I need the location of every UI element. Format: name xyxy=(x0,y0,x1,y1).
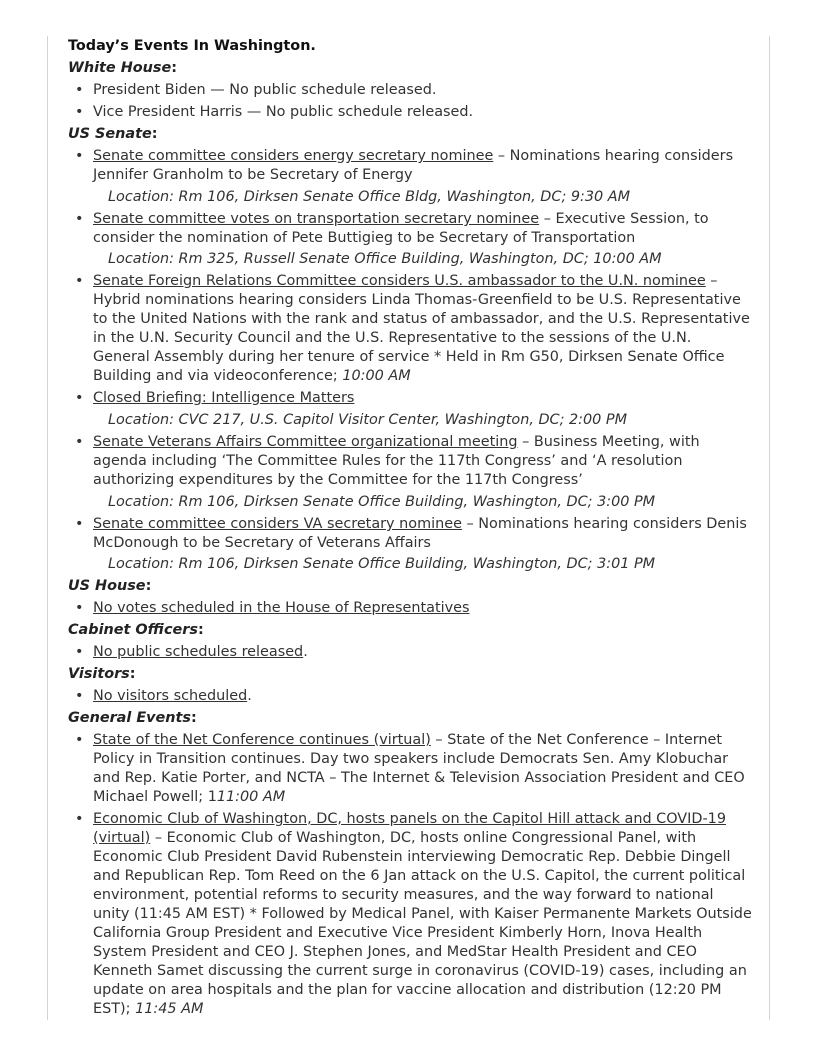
house-votes-link[interactable]: No votes scheduled in the House of Representatives xyxy=(93,600,470,616)
event-link[interactable]: Senate committee considers energy secretary nominee xyxy=(93,148,494,164)
event-link[interactable]: Senate committee considers VA secretary nominee xyxy=(93,516,462,532)
list-item: • President Biden — No public schedule released. xyxy=(93,81,752,100)
white-house-list xyxy=(68,81,752,122)
event-description: – State of the Net Conference – Internet Policy in Transition continues. Day two speakers include Democrats Sen. Amy Klobuchar and Rep. Katie Porter, and NCTA – The Internet & Television Association President and CEO Michael Powell; 1 xyxy=(93,732,745,805)
event-time: 11:45 AM xyxy=(135,1001,204,1017)
cabinet-schedules-link[interactable]: No public schedules released xyxy=(93,644,304,660)
event-description: – Business Meeting, with agenda including ‘The Committee Rules for the 117th Congress’ and ‘A resolution authorizing expenditures by the Committee for the 117th Congress’ xyxy=(93,434,700,488)
house-list xyxy=(68,599,752,618)
event-description: – Executive Session, to consider the nomination of Pete Buttigieg to be Secretary of Transportation xyxy=(93,211,709,246)
list-item xyxy=(93,731,752,807)
event-description: – Nominations hearing considers Denis McDonough to be Secretary of Veterans Affairs xyxy=(93,516,747,551)
list-item xyxy=(93,810,752,1019)
section-heading-visitors: Visitors: xyxy=(68,666,136,682)
list-item: • No visitors scheduled. xyxy=(93,687,752,706)
section-heading-us-senate: US Senate: xyxy=(68,126,158,142)
list-item xyxy=(93,210,752,269)
senate-list xyxy=(68,147,752,574)
events-document xyxy=(68,36,752,1022)
event-time: 10:00 AM xyxy=(342,368,411,384)
cabinet-list xyxy=(68,643,752,662)
list-item xyxy=(93,515,752,574)
event-link[interactable]: Senate Foreign Relations Committee considers U.S. ambassador to the U.N. nominee xyxy=(93,273,706,289)
event-location: Location: Rm 325, Russell Senate Office Building, Washington, DC; 10:00 AM xyxy=(108,251,662,267)
event-location: Location: Rm 106, Dirksen Senate Office Bldg, Washington, DC; 9:30 AM xyxy=(108,189,631,205)
list-item: • Vice President Harris — No public schedule released. xyxy=(93,103,752,122)
section-heading-general-events: General Events: xyxy=(68,710,197,726)
section-heading-white-house: White House: xyxy=(68,60,177,76)
event-time: 11:00 AM xyxy=(216,789,286,805)
event-description: – Economic Club of Washington, DC, hosts online Congressional Panel, with Economic Club President David Rubenstein interviewing Democratic Rep. Debbie Dingell and Republican Rep. Tom Reed on the 6 Jan attack on the U.S. Capitol, the current political environment, potential reforms to security measures, and the way forward to national unity (11:45 AM EST) * Followed by Medical Panel, with Kaiser Permanente Markets Outside California Group President and Executive Vice President Kimberly Horn, Inova Health System President and CEO J. Stephen Jones, and MedStar Health President and CEO Kenneth Samet discussing the current surge in coronavirus (COVID-19) cases, including an update on area hospitals and the plan for vaccine allocation and distribution (12:20 PM EST); xyxy=(93,830,752,1017)
list-item xyxy=(93,599,752,618)
event-location: Location: Rm 106, Dirksen Senate Office Building, Washington, DC; 3:01 PM xyxy=(108,556,656,572)
list-item: • No public schedules released. xyxy=(93,643,752,662)
section-heading-us-house: US House: xyxy=(68,578,152,594)
visitors-list xyxy=(68,687,752,706)
section-heading-cabinet: Cabinet Officers: xyxy=(68,622,204,638)
event-link[interactable]: State of the Net Conference continues (virtual) xyxy=(93,732,431,748)
event-link[interactable]: Economic Club of Washington, DC, hosts panels on the Capitol Hill attack and COVID-19 (virtual) xyxy=(93,811,726,846)
general-events-list xyxy=(68,731,752,1019)
page-title: Today’s Events In Washington. xyxy=(68,38,316,54)
visitors-link[interactable]: No visitors scheduled xyxy=(93,688,248,704)
event-link[interactable]: Senate Veterans Affairs Committee organizational meeting xyxy=(93,434,518,450)
event-description: – Nominations hearing considers Jennifer Granholm to be Secretary of Energy xyxy=(93,148,734,183)
event-link[interactable]: Senate committee votes on transportation secretary nominee xyxy=(93,211,540,227)
event-link[interactable]: Closed Briefing: Intelligence Matters xyxy=(93,390,355,406)
list-item xyxy=(93,147,752,207)
list-item xyxy=(93,433,752,512)
event-description: – Hybrid nominations hearing considers Linda Thomas-Greenfield to be U.S. Representative to the United Nations with the rank and status of ambassador, and the U.S. Representative in the U.N. Security Council and the U.S. Representative to the sessions of the U.N. General Assembly during her tenure of service * Held in Rm G50, Dirksen Senate Office Building and via videoconference; xyxy=(93,273,750,384)
list-item xyxy=(93,272,752,386)
list-item xyxy=(93,389,752,430)
event-location: Location: Rm 106, Dirksen Senate Office Building, Washington, DC; 3:00 PM xyxy=(108,494,656,510)
event-location: Location: CVC 217, U.S. Capitol Visitor Center, Washington, DC; 2:00 PM xyxy=(108,412,628,428)
